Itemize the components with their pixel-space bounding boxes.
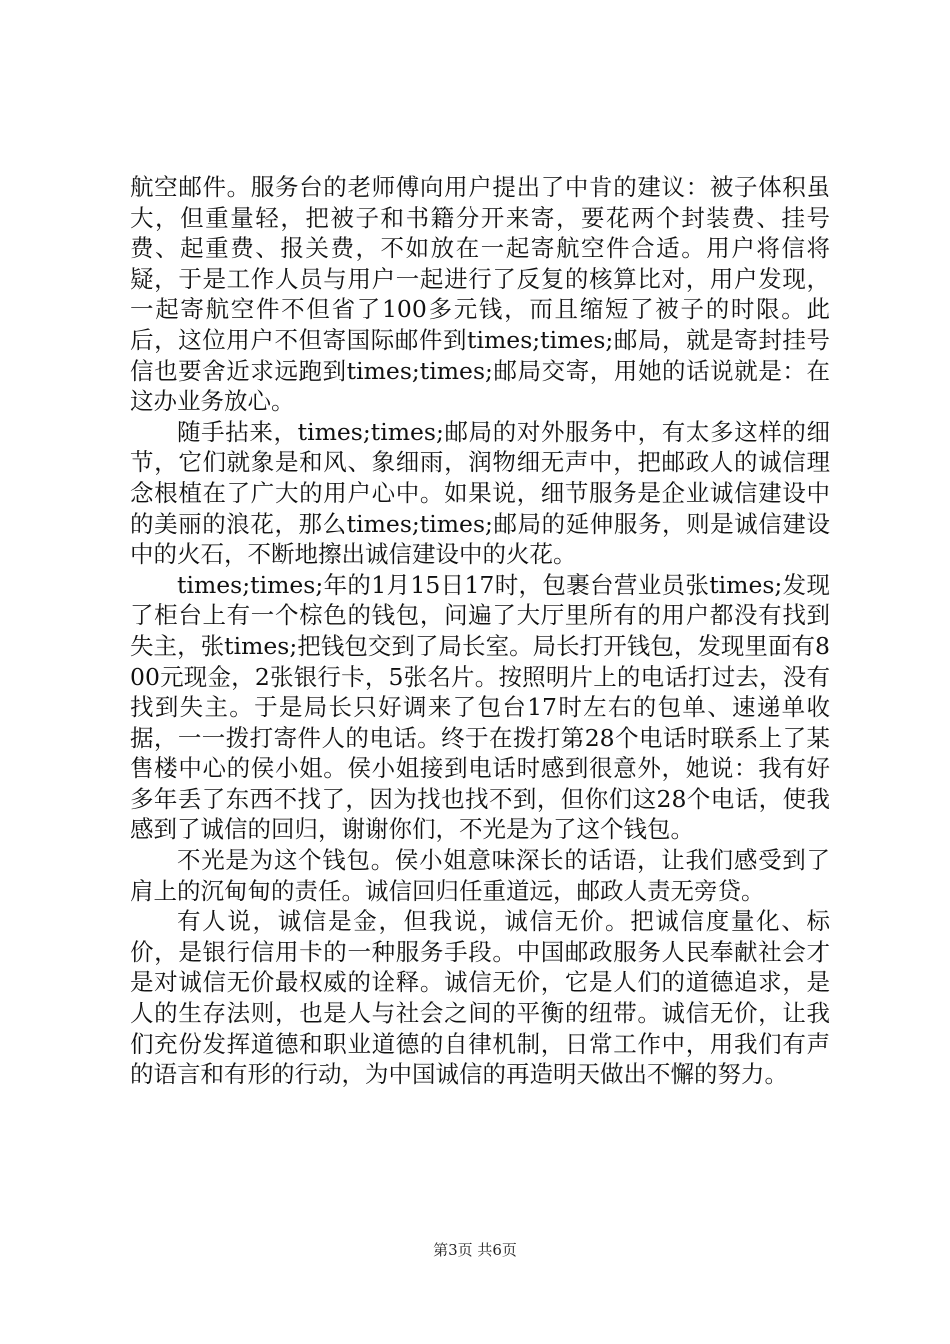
paragraph: times;times;年的1月15日17时，包裹台营业员张times;发现了柜台上有一个棕色的钱包，问遍了大厅里所有的用户都没有找到失主，张times;把钱包交到了局长室。局长打开钱包，发现里面有800元现金，2张银行卡，5张名片。按照明片上的电话打过去，没有找到失主。于是局长只好调来了包台17时左右的包单、速递单收据，一一拨打寄件人的电话。终于在拨打第28个电话时联系上了某售楼中心的侯小姐。侯小姐接到电话时感到很意外，她说：我有好多年丢了东西不找了，因为找也找不到，但你们这28个电话，使我感到了诚信的回归，谢谢你们，不光是为了这个钱包。 [130, 570, 830, 844]
paragraph: 不光是为这个钱包。侯小姐意味深长的话语，让我们感受到了肩上的沉甸甸的责任。诚信回归任重道远，邮政人责无旁贷。 [130, 846, 830, 905]
paragraph-continued: 航空邮件。服务台的老师傅向用户提出了中肯的建议：被子体积虽大，但重量轻，把被子和书籍分开来寄，要花两个封装费、挂号费、起重费、报关费，不如放在一起寄航空件合适。用户将信将疑，于是工作人员与用户一起进行了反复的核算比对，用户发现，一起寄航空件不但省了100多元钱，而且缩短了被子的时限。此后，这位用户不但寄国际邮件到times;times;邮局，就是寄封挂号信也要舍近求远跑到times;times;邮局交寄，用她的话说就是：在这办业务放心。 [130, 173, 830, 416]
page-number-footer: 第3页 共6页 [433, 1241, 517, 1259]
paragraph: 随手拈来，times;times;邮局的对外服务中，有太多这样的细节，它们就象是和风、象细雨，润物细无声中，把邮政人的诚信理念根植在了广大的用户心中。如果说，细节服务是企业诚信建设中的美丽的浪花，那么times;times;邮局的延伸服务，则是诚信建设中的火石，不断地擦出诚信建设中的火花。 [130, 417, 830, 569]
paragraph: 有人说，诚信是金，但我说，诚信无价。把诚信度量化、标价，是银行信用卡的一种服务手段。中国邮政服务人民奉献社会才是对诚信无价最权威的诠释。诚信无价，它是人们的道德追求，是人的生存法则，也是人与社会之间的平衡的纽带。诚信无价，让我们充份发挥道德和职业道德的自律机制，日常工作中，用我们有声的语言和有形的行动，为中国诚信的再造明天做出不懈的努力。 [130, 907, 830, 1089]
document-body [130, 172, 830, 1090]
